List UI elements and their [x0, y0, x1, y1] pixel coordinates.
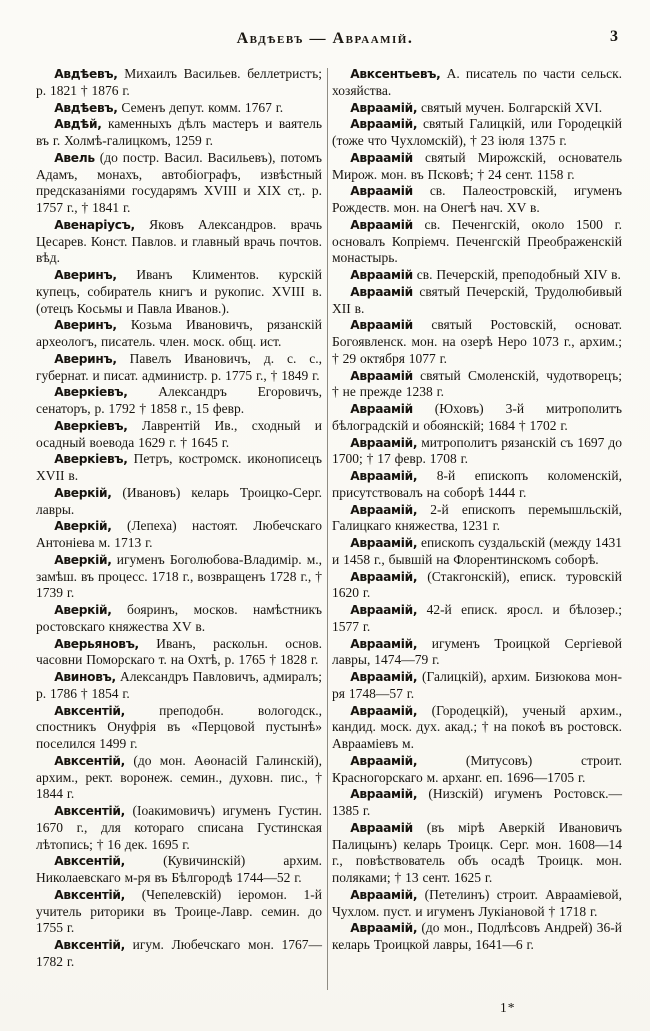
entry-headword: Авраамій,	[350, 753, 418, 768]
dictionary-entry: Авраамій, 2-й епископъ перемышльскій, Галицкаго княжества, 1231 г.	[332, 501, 622, 534]
dictionary-entry: Авель (до постр. Васил. Васильевъ), потомъ Адамъ, монахъ, автобіографъ, извѣстный предсказаніями государямъ XVIII и XIX ст,. р. 1757 г., † 1841 г.	[36, 149, 323, 215]
dictionary-entry: Авраамій, игуменъ Троицкой Сергіевой лавры, 1474—79 г.	[332, 635, 622, 668]
dictionary-entry: Авксентій, (до мон. Аѳонасій Галинскій), архим., рект. воронеж. семин., духовн. пис., † 1844 г.	[36, 752, 323, 802]
entry-headword: Авраамій,	[350, 100, 418, 115]
dictionary-entry: Авраамій святый Мирожскій, основатель Мирож. мон. въ Псковѣ; † 24 сент. 1158 г.	[332, 149, 622, 182]
entry-headword: Аверкій,	[54, 552, 112, 567]
entry-headword: Авксентьевъ,	[350, 67, 441, 81]
entry-headword: Авксентій,	[54, 854, 125, 869]
dictionary-entry: Аверкій, (Лепеха) настоят. Любечскаго Антоніева м. 1713 г.	[36, 518, 323, 550]
dictionary-entry: Авксентьевъ, А. писатель по части сельск. хозяйства.	[332, 66, 622, 98]
dictionary-entry: Аверкій, (Ивановъ) келарь Троицко-Серг. лавры.	[36, 484, 323, 517]
dictionary-entry: Аверкіевъ, Петръ, костромск. иконописецъ XVII в.	[36, 451, 323, 483]
column-divider	[327, 68, 328, 990]
page-header	[0, 0, 650, 56]
dictionary-entry: Авраамій, святый мучен. Болгарскій XVI.	[350, 99, 603, 115]
dictionary-entry: Авраамій святый Печерскій, Трудолюбивый XII в.	[332, 283, 622, 316]
entry-headword: Авраамій,	[350, 603, 418, 617]
entry-headword: Аверинъ,	[54, 351, 117, 366]
entry-headword: Авраамій,	[350, 435, 418, 450]
entry-headword: Авраамій,	[350, 887, 418, 902]
text-columns	[0, 56, 650, 990]
dictionary-entry: Авдѣевъ, Михаилъ Васильев. беллетристъ; р. 1821 † 1876 г.	[36, 66, 323, 98]
entry-headword: Авраамій,	[350, 636, 418, 651]
dictionary-entry: Аверкій, игуменъ Боголюбова-Владимір. м., замѣш. въ процесс. 1718 г., возвращенъ 1728 г., † 1739 г.	[36, 551, 323, 601]
dictionary-entry: Авраамій, (Городецкій), ученый архим., кандид. моск. дух. акад.; † на покоѣ въ ростовск. Аврааміевъ м.	[332, 702, 622, 751]
dictionary-entry: Авдѣй, каменныхъ дѣлъ мастеръ и ваятель въ г. Холмѣ-галицкомъ, 1259 г.	[36, 116, 323, 148]
dictionary-entry: Авраамій (Юховъ) 3-й митрополитъ бѣлоградскій и обоянскій; 1684 † 1702 г.	[332, 401, 622, 433]
entry-headword: Авраамій	[350, 318, 413, 333]
dictionary-entry: Аверинъ, Павелъ Ивановичъ, д. с. с., губернат. и писат. администр. р. 1775 г., † 1849 г.	[36, 350, 323, 383]
entry-headword: Аверкій,	[54, 519, 112, 534]
entry-headword: Авраамій,	[350, 536, 418, 550]
dictionary-entry: Авраамій, митрополитъ рязанскій съ 1697 до 1700; † 17 февр. 1708 г.	[332, 434, 622, 467]
dictionary-entry: Авраамій, 8-й епископъ коломенскій, присутствовалъ на соборѣ 1444 г.	[332, 468, 622, 500]
entry-headword: Авраамій	[350, 217, 413, 232]
dictionary-entry: Авраамій святый Смоленскій, чудотворецъ; † не прежде 1238 г.	[332, 367, 622, 400]
entry-headword: Авраамій,	[350, 569, 418, 584]
dictionary-entry: Авраамій св. Печерскій, преподобный XIV в.	[350, 267, 621, 282]
entry-headword: Аверкій,	[54, 485, 112, 500]
entry-headword: Авдѣевъ,	[54, 100, 118, 115]
dictionary-entry: Авраамій, 42-й еписк. яросл. и бѣлозер.; 1577 г.	[332, 602, 622, 634]
dictionary-entry: Авксентій, преподобн. вологодск., спостникъ Онуфрія въ «Перцовой пустынѣ» поселился 1499 г.	[36, 702, 323, 751]
entry-headword: Авраамій	[350, 284, 413, 299]
dictionary-entry: Авраамій, святый Галицкій, или Городецкій (тоже что Чухломскій), † 23 іюля 1375 г.	[332, 116, 622, 148]
dictionary-entry: Авраамій, (Галицкій), архим. Бизюкова мон-ря 1748—57 г.	[332, 669, 622, 701]
dictionary-entry: Аверкіевъ, Лаврентій Ив., сходный и осадный воевода 1629 г. † 1645 г.	[36, 417, 323, 450]
dictionary-entry: Авраамій святый Ростовскій, основат. Богоявленск. мон. на озерѣ Неро 1073 г., архим.; † 29 октября 1077 г.	[332, 317, 622, 366]
entry-headword: Аверкіевъ,	[54, 452, 128, 467]
entry-headword: Аверинъ,	[54, 268, 117, 282]
running-title: Авдѣевъ — Авраамій.	[236, 30, 414, 47]
page-number: 3	[610, 28, 618, 45]
entry-headword: Авраамій	[350, 368, 413, 383]
entry-headword: Аверкіевъ,	[54, 385, 128, 400]
entry-headword: Авраамій	[350, 184, 413, 199]
entry-headword: Авраамій,	[350, 469, 418, 483]
entry-headword: Авраамій,	[350, 670, 418, 684]
entry-headword: Авраамій,	[350, 787, 418, 802]
dictionary-entry: Авксентій, (Іоакимовичъ) игуменъ Густин. 1670 г., для котораго списана Густинская лѣтопись; † 16 дек. 1695 г.	[36, 803, 323, 852]
dictionary-entry: Аверкій, бояринъ, москов. намѣстникъ ростовскаго княжества XV в.	[36, 602, 323, 634]
dictionary-entry: Авраамій, (до мон., Подлѣсовъ Андрей) 36-й келарь Троицкой лавры, 1641—6 г.	[332, 920, 622, 952]
entry-headword: Авраамій,	[350, 921, 418, 936]
entry-headword: Авель	[54, 150, 95, 165]
signature-mark: 1*	[500, 1000, 516, 1015]
dictionary-entry: Авенаріусъ, Яковъ Александров. врачь Цесарев. Конст. Павлов. и главный врачь почтов. вѣд.	[36, 216, 323, 266]
entry-headword: Аверкіевъ,	[54, 418, 128, 433]
entry-headword: Авксентій,	[54, 938, 125, 952]
dictionary-entry: Аверинъ, Иванъ Климентов. курскій купецъ, собиратель книгъ и рукопис. XVIII в. (отецъ Косьмы и Павла Иванов.).	[36, 267, 323, 316]
left-column	[36, 66, 322, 990]
dictionary-entry: Аверьяновъ, Иванъ, раскольн. основ. часовни Поморскаго т. на Охтѣ, р. 1765 † 1828 г.	[36, 635, 323, 668]
dictionary-entry: Авраамій, (Петелинъ) строит. Аврааміевой, Чухлом. пуст. и игуменъ Лукіановой † 1718 г.	[332, 886, 622, 919]
dictionary-entry: Авксентій, (Кувичинскій) архим. Николаевскаго м-ря въ Бѣлгородѣ 1744—52 г.	[36, 853, 323, 885]
entry-headword: Аверинъ,	[54, 318, 117, 333]
entry-headword: Авдѣевъ,	[54, 67, 118, 81]
right-column	[332, 66, 622, 990]
dictionary-entry: Авраамій, епископъ суздальскій (между 1431 и 1458 г., бывшій на Флорентинскомъ соборѣ.	[332, 535, 622, 567]
entry-headword: Авраамій	[350, 820, 413, 835]
entry-headword: Аверкій,	[54, 603, 112, 617]
dictionary-entry: Авраамій (въ мірѣ Аверкій Ивановичъ Палицынъ) келарь Троицк. Серг. мон. 1608—14 г., повѣствователь объ осадѣ Троицк. мон. поляками; † 13 сент. 1625 г.	[332, 819, 622, 885]
entry-headword: Авиновъ,	[54, 670, 116, 684]
entry-headword: Авраамій,	[350, 117, 418, 132]
dictionary-entry: Авраамій св. Палеостровскій, игуменъ Рождеств. мон. на Онегѣ нач. XV в.	[332, 183, 622, 215]
entry-headword: Авксентій,	[54, 753, 125, 768]
entry-headword: Авксентій,	[54, 887, 125, 902]
dictionary-entry: Авксентій, (Чепелевскій) іеромон. 1-й учитель риторики въ Троице-Лавр. семин. до 1755 г.	[36, 886, 323, 936]
entry-headword: Авраамій,	[350, 502, 418, 517]
dictionary-entry: Авиновъ, Александръ Павловичъ, адмиралъ; р. 1786 † 1854 г.	[36, 669, 323, 701]
dictionary-entry: Авраамій, (Стакгонскій), еписк. туровскій 1620 г.	[332, 568, 622, 601]
entry-headword: Авраамій	[350, 402, 413, 416]
entry-headword: Авенаріусъ,	[54, 217, 135, 232]
dictionary-entry: Авраамій, (Митусовъ) строит. Красногорскаго м. арханг. еп. 1696—1705 г.	[332, 752, 622, 785]
entry-headword: Авдѣй,	[54, 117, 102, 132]
dictionary-entry: Аверкіевъ, Александръ Егоровичъ, сенаторъ, р. 1792 † 1858 г., 15 февр.	[36, 384, 323, 416]
entry-headword: Авксентій,	[54, 804, 125, 818]
dictionary-entry: Аверинъ, Козьма Ивановичъ, рязанскій археологъ, писатель. член. моск. общ. ист.	[36, 317, 323, 349]
entry-headword: Аверьяновъ,	[54, 636, 139, 651]
dictionary-entry: Авраамій, (Низскій) игуменъ Ростовск.— 1385 г.	[332, 786, 622, 818]
entry-headword: Авксентій,	[54, 703, 125, 718]
entry-headword: Авраамій	[350, 150, 413, 165]
entry-headword: Авраамій	[350, 268, 413, 282]
dictionary-entry: Авраамій св. Печенгскій, около 1500 г. основалъ Копріемч. Печенгскій Преображенскій монастырь.	[332, 216, 622, 266]
dictionary-entry: Авдѣевъ, Семенъ депут. комм. 1767 г.	[54, 99, 284, 115]
dictionary-entry: Авксентій, игум. Любечскаго мон. 1767—1782 г.	[36, 937, 323, 969]
entry-headword: Авраамій,	[350, 703, 418, 718]
